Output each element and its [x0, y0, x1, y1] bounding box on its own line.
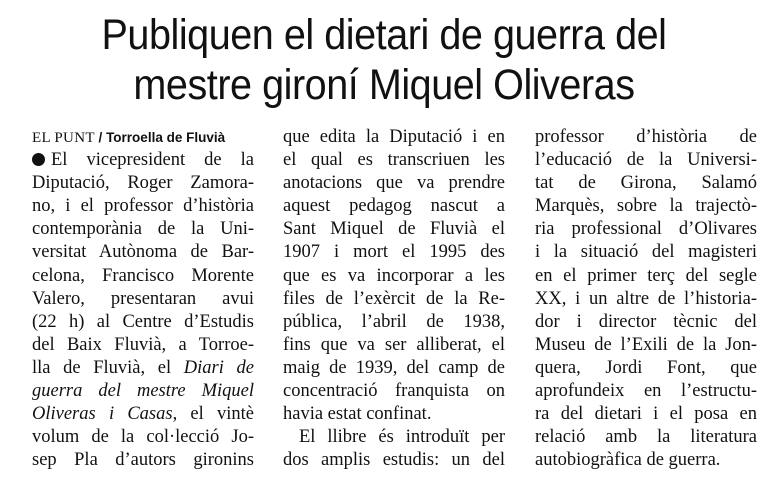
byline-separator: /: [94, 130, 107, 145]
text-line: pública, l’abril de 1938,: [283, 311, 505, 332]
text-line: El llibre és introduït per: [299, 427, 505, 448]
text-line: que es va incorporar a les: [283, 265, 505, 286]
text-line: ra del dietari i el posa en: [535, 404, 757, 425]
text-line: dos amplis estudis: un del: [283, 450, 505, 471]
text-line: fins que va ser alliberat, el: [283, 334, 505, 355]
text-line: havia estat confinat.: [283, 404, 432, 425]
text-line: celona, Francisco Morente: [32, 265, 254, 286]
text-line: 1907 i mort el 1995 des: [283, 242, 505, 263]
text-line: XX, i un altre de l’historia-: [535, 288, 757, 309]
text-line: Marquès, sobre la trajectò-: [535, 196, 757, 217]
byline-place: Torroella de Fluvià: [106, 130, 226, 145]
text-line: aquest pedagog nascut a: [283, 196, 505, 217]
text-line: el qual es transcriuen les: [283, 150, 505, 171]
text-line: relació amb la literatura: [535, 427, 757, 448]
byline: [32, 126, 254, 149]
text-line: Oliveras i Casas, el vintè: [32, 404, 254, 425]
text-line: Valero, presentaran avui: [32, 288, 254, 309]
text-line: tat de Girona, Salamó: [535, 173, 757, 194]
text-line: contemporània de la Uni-: [32, 219, 254, 240]
article-column-3: [535, 126, 757, 472]
text-line: concentració franquista on: [283, 381, 505, 402]
text-line: no, i el professor d’història: [32, 196, 254, 217]
book-title: guerra del mestre Miquel: [32, 381, 254, 402]
bullet-icon: [32, 153, 45, 166]
text-line: professor d’història de: [535, 127, 757, 147]
text-line: Sant Miquel de Fluvià el: [283, 219, 505, 240]
text-line: volum de la col·lecció Jo-: [32, 427, 254, 448]
text-line: i la situació del magisteri: [535, 242, 757, 263]
headline-line-1: Publiquen el dietari de guerra del: [101, 11, 667, 59]
text-line: ria professional d’Olivares: [535, 219, 757, 240]
text-line: (22 h) al Centre d’Estudis: [32, 311, 254, 332]
article-column-2: [283, 126, 505, 472]
headline-line-2: mestre gironí Miquel Oliveras: [133, 61, 635, 109]
book-title: Diari de: [183, 357, 254, 378]
text-line: Diputació, Roger Zamora-: [32, 173, 254, 194]
article-column-1: [32, 126, 254, 472]
text-line: autobiogràfica de guerra.: [535, 450, 721, 471]
text-line: versitat Autònoma de Bar-: [32, 242, 254, 263]
text-line: dor i director tècnic del: [535, 311, 757, 332]
text-line: l’educació de la Universi-: [535, 150, 757, 171]
text-line: lla de Fluvià, el Diari de: [32, 357, 254, 378]
text-line: sep Pla d’autors gironins: [32, 450, 254, 471]
text-line: quera, Jordi Font, que: [535, 357, 757, 378]
text-line: El vicepresident de la: [32, 149, 254, 172]
text-line: que edita la Diputació i en: [283, 127, 505, 147]
book-title: Oliveras i Casas: [32, 404, 173, 425]
text-line: del Baix Fluvià, a Torroe-: [32, 334, 254, 355]
text-line: maig de 1939, del camp de: [283, 357, 505, 378]
text-line: Museu de l’Exili de la Jon-: [535, 334, 757, 355]
byline-source: EL PUNT: [32, 130, 95, 146]
text-line: [32, 380, 254, 403]
text-line: files de l’exèrcit de la Re-: [283, 288, 505, 309]
text-line: en el primer terç del segle: [535, 265, 757, 286]
text-line: anotacions que va prendre: [283, 173, 505, 194]
text-line: aprofundeix en l’estructu-: [535, 381, 757, 402]
headline: [31, 10, 738, 110]
